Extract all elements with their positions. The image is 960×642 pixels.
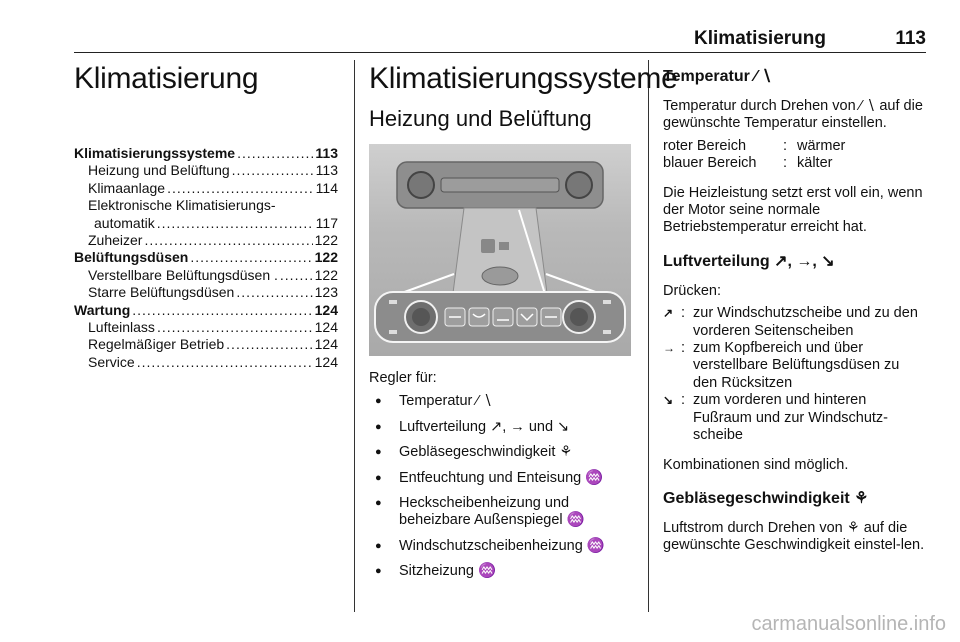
climate-panel-image bbox=[369, 144, 631, 356]
fan-speed-text: Luftstrom durch Drehen von ⚘ auf die gewünschte Geschwindigkeit einstel-len. bbox=[663, 519, 925, 554]
toc-page: 113 bbox=[315, 145, 338, 161]
toc-label: Regelmäßiger Betrieb bbox=[88, 336, 225, 353]
toc-label: Elektronische Klimatisierungs- bbox=[88, 197, 276, 214]
controls-intro: Regler für: bbox=[369, 370, 437, 386]
toc-entry[interactable] bbox=[74, 302, 338, 319]
toc-page: 114 bbox=[315, 179, 338, 196]
temperature-heading: Temperatur ⁄ ∖ bbox=[663, 68, 772, 85]
toc-label: automatik bbox=[94, 214, 155, 231]
toc-entry[interactable] bbox=[74, 197, 338, 214]
air-mode-icon: → bbox=[663, 341, 675, 356]
toc-entry[interactable] bbox=[74, 249, 338, 266]
toc-page: 123 bbox=[314, 284, 338, 301]
air-mode-text: zum Kopfbereich und über verstellbare Belüftungsdüsen zu den Rücksitzen bbox=[693, 340, 900, 391]
chapter-heading: Klimatisierung bbox=[74, 62, 259, 95]
toc-leader bbox=[144, 232, 312, 249]
toc-leader bbox=[132, 302, 312, 319]
toc-label: Klimaanlage bbox=[88, 179, 166, 196]
toc-label: Wartung bbox=[74, 301, 131, 318]
combinations-text: Kombinationen sind möglich. bbox=[663, 456, 849, 473]
left-column bbox=[74, 62, 338, 96]
toc-entry[interactable] bbox=[74, 336, 338, 353]
toc-leader bbox=[280, 267, 313, 284]
press-label: Drücken: bbox=[663, 282, 722, 299]
table-of-contents bbox=[74, 145, 338, 371]
control-item: ● Temperatur ⁄ ∖ bbox=[369, 393, 633, 410]
separator: : bbox=[681, 392, 686, 409]
toc-leader bbox=[190, 249, 312, 266]
separator: : bbox=[681, 340, 686, 357]
subsection-heading: Heizung und Belüftung bbox=[369, 106, 592, 131]
fan-speed-heading: Gebläsegeschwindigkeit ⚘ bbox=[663, 489, 869, 507]
control-item: ● Heckscheibenheizung und beheizbare Außenspiegel ♒ bbox=[369, 495, 633, 530]
toc-leader bbox=[237, 145, 313, 162]
control-item: ● Luftverteilung ↗, → und ↘ bbox=[369, 419, 633, 436]
page-number: 113 bbox=[895, 28, 926, 49]
toc-entry[interactable] bbox=[74, 232, 338, 249]
toc-page: 122 bbox=[314, 249, 338, 266]
air-mode-text: zum vorderen und hinteren Fußraum und zur Windschutz-scheibe bbox=[693, 392, 889, 444]
toc-label: Klimatisierungssysteme bbox=[74, 145, 236, 161]
toc-entry[interactable] bbox=[74, 354, 338, 371]
toc-page: 122 bbox=[314, 266, 338, 283]
toc-leader bbox=[226, 336, 312, 353]
air-distribution-legend bbox=[663, 305, 927, 444]
toc-label: Lufteinlass bbox=[88, 319, 155, 336]
toc-label: Verstellbare Belüftungsdüsen . bbox=[88, 266, 278, 283]
toc-page: 113 bbox=[315, 162, 338, 179]
toc-label: Service bbox=[88, 353, 135, 370]
toc-entry[interactable] bbox=[74, 180, 338, 197]
column-divider bbox=[648, 60, 649, 612]
toc-leader bbox=[232, 162, 314, 179]
heating-text: Die Heizleistung setzt erst voll ein, wenn der Motor seine normale Betriebstemperatur erreicht hat. bbox=[663, 184, 923, 236]
toc-page: 124 bbox=[314, 336, 338, 353]
toc-entry[interactable] bbox=[74, 215, 338, 232]
climate-panel-illustration bbox=[369, 144, 631, 356]
watermark: carmanualsonline.info bbox=[751, 613, 946, 635]
control-item: ● Entfeuchtung und Enteisung ♒ bbox=[369, 470, 633, 487]
air-distribution-heading: Luftverteilung ↗, →, ↘ bbox=[663, 252, 835, 270]
toc-page: 122 bbox=[314, 232, 338, 249]
column-divider bbox=[354, 60, 355, 612]
temp-range-value: kälter bbox=[797, 155, 833, 172]
section-heading: Klimatisierungssysteme bbox=[369, 62, 678, 95]
toc-leader bbox=[167, 180, 314, 197]
toc-page: 124 bbox=[314, 319, 338, 336]
air-mode-icon: ↗ bbox=[663, 306, 674, 321]
usb-port bbox=[481, 239, 495, 253]
control-item: ● Windschutzscheibenheizung ♒ bbox=[369, 538, 633, 555]
toc-leader bbox=[137, 354, 313, 371]
toc-entry[interactable] bbox=[74, 145, 338, 162]
toc-leader bbox=[236, 284, 312, 301]
separator: : bbox=[681, 305, 686, 322]
control-item: ● Gebläsegeschwindigkeit ⚘ bbox=[369, 444, 633, 461]
header-title: Klimatisierung bbox=[694, 28, 826, 49]
controls-list bbox=[369, 393, 633, 580]
toc-label: Heizung und Belüftung bbox=[88, 162, 230, 179]
toc-leader bbox=[157, 215, 314, 232]
temperature-text: Temperatur durch Drehen von ⁄ ∖ auf die gewünschte Temperatur einstellen. bbox=[663, 98, 923, 132]
separator: : bbox=[783, 155, 788, 172]
toc-label: Zuheizer bbox=[88, 232, 143, 249]
separator: : bbox=[783, 137, 788, 154]
toc-label: Belüftungsdüsen bbox=[74, 249, 189, 266]
toc-page: 117 bbox=[315, 214, 338, 231]
control-item: ● Sitzheizung ♒ bbox=[369, 563, 633, 580]
middle-column bbox=[369, 62, 678, 589]
air-mode-text: zur Windschutzscheibe und zu den vorderen Seitenscheiben bbox=[693, 305, 918, 339]
toc-entry[interactable] bbox=[74, 162, 338, 179]
toc-label: Starre Belüftungsdüsen bbox=[88, 284, 235, 301]
toc-entry[interactable] bbox=[74, 319, 338, 336]
toc-page: 124 bbox=[314, 353, 338, 370]
right-column bbox=[663, 62, 927, 555]
toc-entry[interactable] bbox=[74, 284, 338, 301]
air-mode-icon: ↘ bbox=[663, 393, 674, 408]
toc-entry[interactable] bbox=[74, 267, 338, 284]
toc-leader bbox=[157, 319, 313, 336]
temp-range-value: wärmer bbox=[797, 137, 846, 154]
page-header bbox=[74, 0, 926, 53]
temperature-table bbox=[663, 138, 927, 173]
temp-range-label: roter Bereich bbox=[663, 137, 747, 154]
toc-page: 124 bbox=[314, 301, 338, 318]
temp-range-label: blauer Bereich bbox=[663, 155, 757, 172]
